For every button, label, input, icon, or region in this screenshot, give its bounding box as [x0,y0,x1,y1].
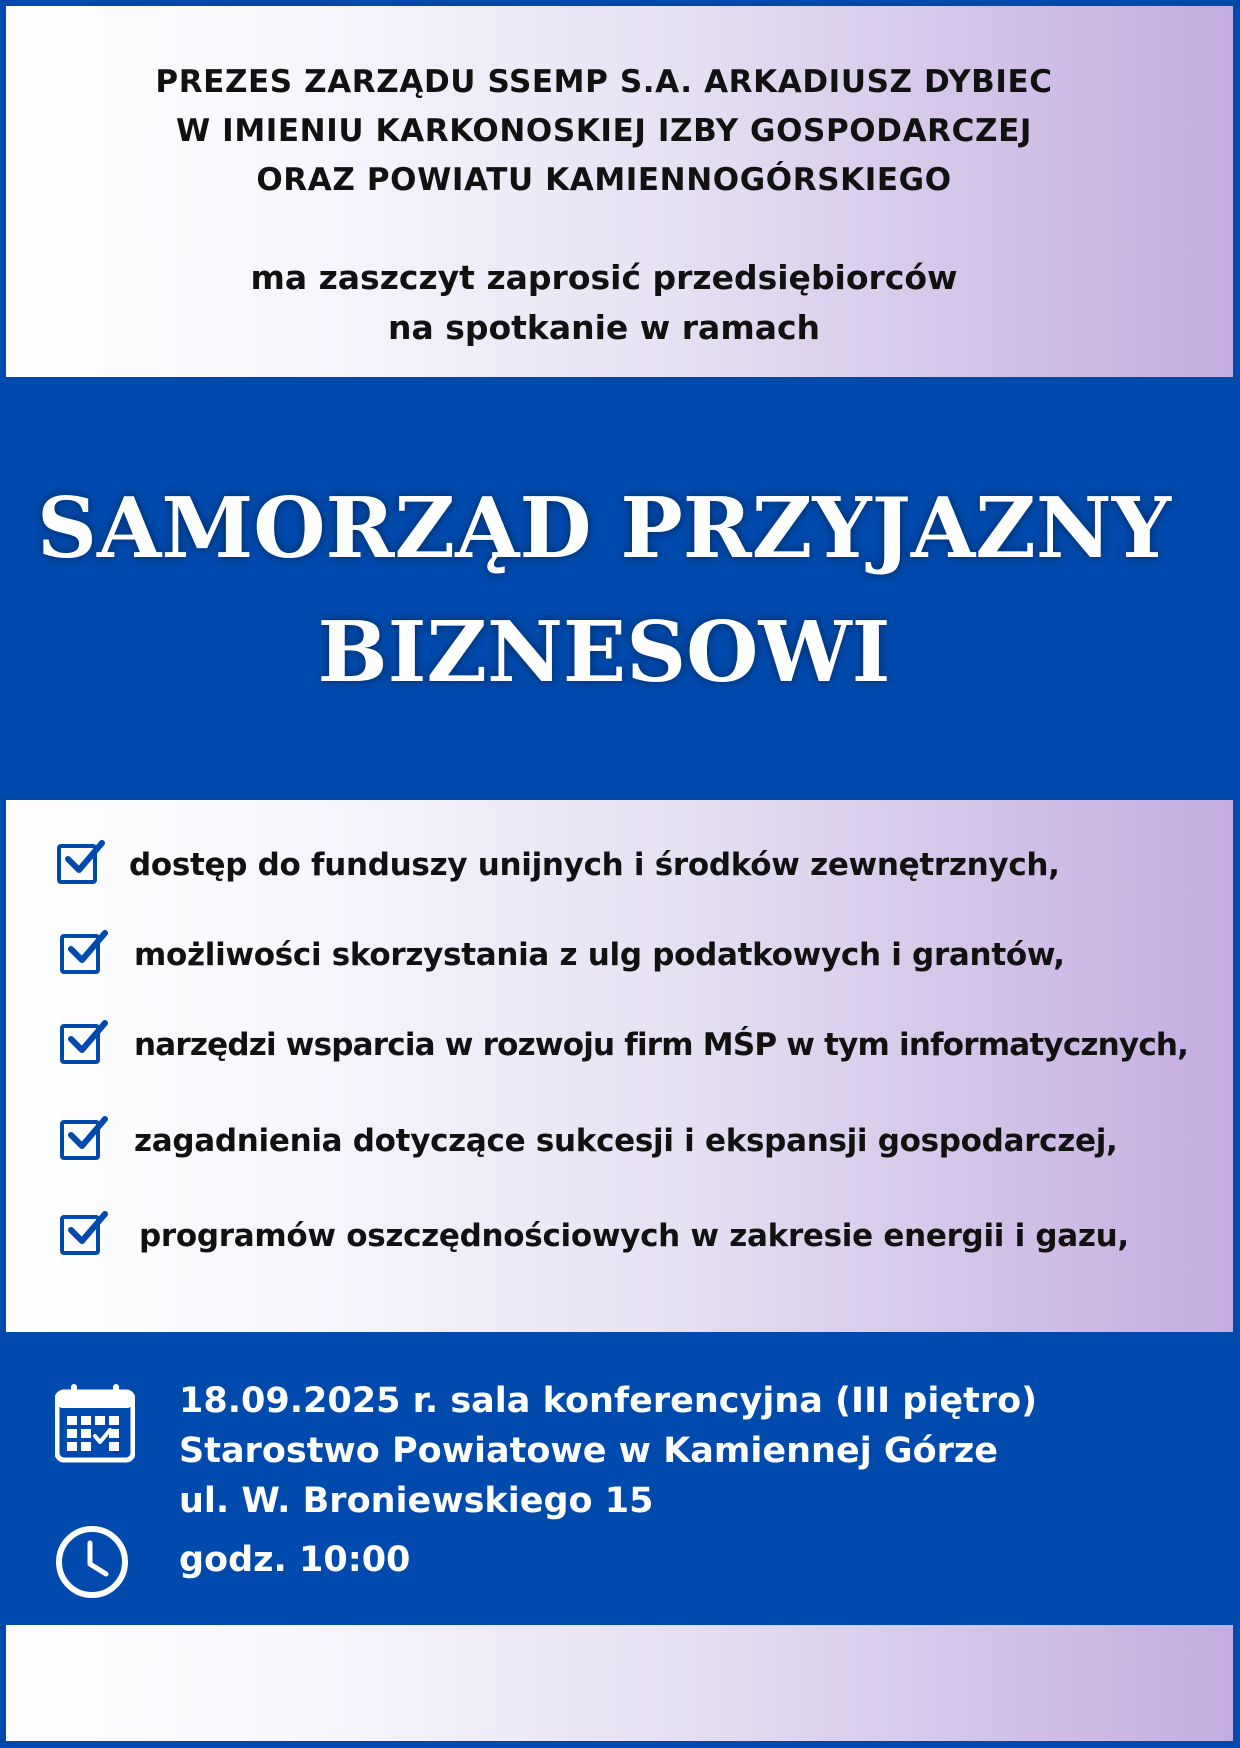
event-time: godz. 10:00 [179,1540,411,1580]
event-venue: Starostwo Powiatowe w Kamiennej Górze [179,1431,999,1471]
organizer-heading-line: ORAZ POWIATU KAMIENNOGÓRSKIEGO [256,162,952,198]
topic-text: zagadnienia dotyczące sukcesji i ekspansji gospodarczej, [134,1123,1118,1159]
event-title-line: BIZNESOWI [317,603,891,701]
organizer-heading [0,58,1208,205]
topic-text: programów oszczędnościowych w zakresie energii i gazu, [139,1218,1129,1254]
invitation-line: ma zaszczyt zaprosić przedsiębiorców [250,258,958,297]
checkbox-checked-icon [60,934,100,974]
topic-item [0,838,1240,898]
calendar-icon [55,1384,135,1464]
topic-item [0,1114,1240,1174]
checkbox-checked-icon [60,1024,100,1064]
topic-item [0,1018,1240,1078]
checkbox-checked-icon [60,1215,100,1255]
invitation-text [0,253,1208,353]
topic-text: narzędzi wsparcia w rozwoju firm MŚP w tym informatycznych, [134,1027,1189,1063]
topic-item [0,1209,1240,1269]
organizer-heading-line: PREZES ZARZĄDU SSEMP S.A. ARKADIUSZ DYBIEC [155,64,1053,100]
topic-item [0,928,1240,988]
clock-icon [54,1524,130,1600]
checkbox-checked-icon [60,1120,100,1160]
event-date-location: 18.09.2025 r. sala konferencyjna (III piętro) [179,1381,1038,1421]
topic-text: możliwości skorzystania z ulg podatkowych i grantów, [134,937,1065,973]
event-title-line: SAMORZĄD PRZYJAZNY [37,479,1171,577]
invitation-line: na spotkanie w ramach [387,308,821,347]
event-title [0,466,1208,714]
footer-band [6,1625,1233,1741]
checkbox-checked-icon [57,844,97,884]
topic-text: dostęp do funduszy unijnych i środków zewnętrznych, [129,847,1060,883]
organizer-heading-line: W IMIENIU KARKONOSKIEJ IZBY GOSPODARCZEJ [176,113,1032,149]
event-address: ul. W. Broniewskiego 15 [179,1481,654,1521]
